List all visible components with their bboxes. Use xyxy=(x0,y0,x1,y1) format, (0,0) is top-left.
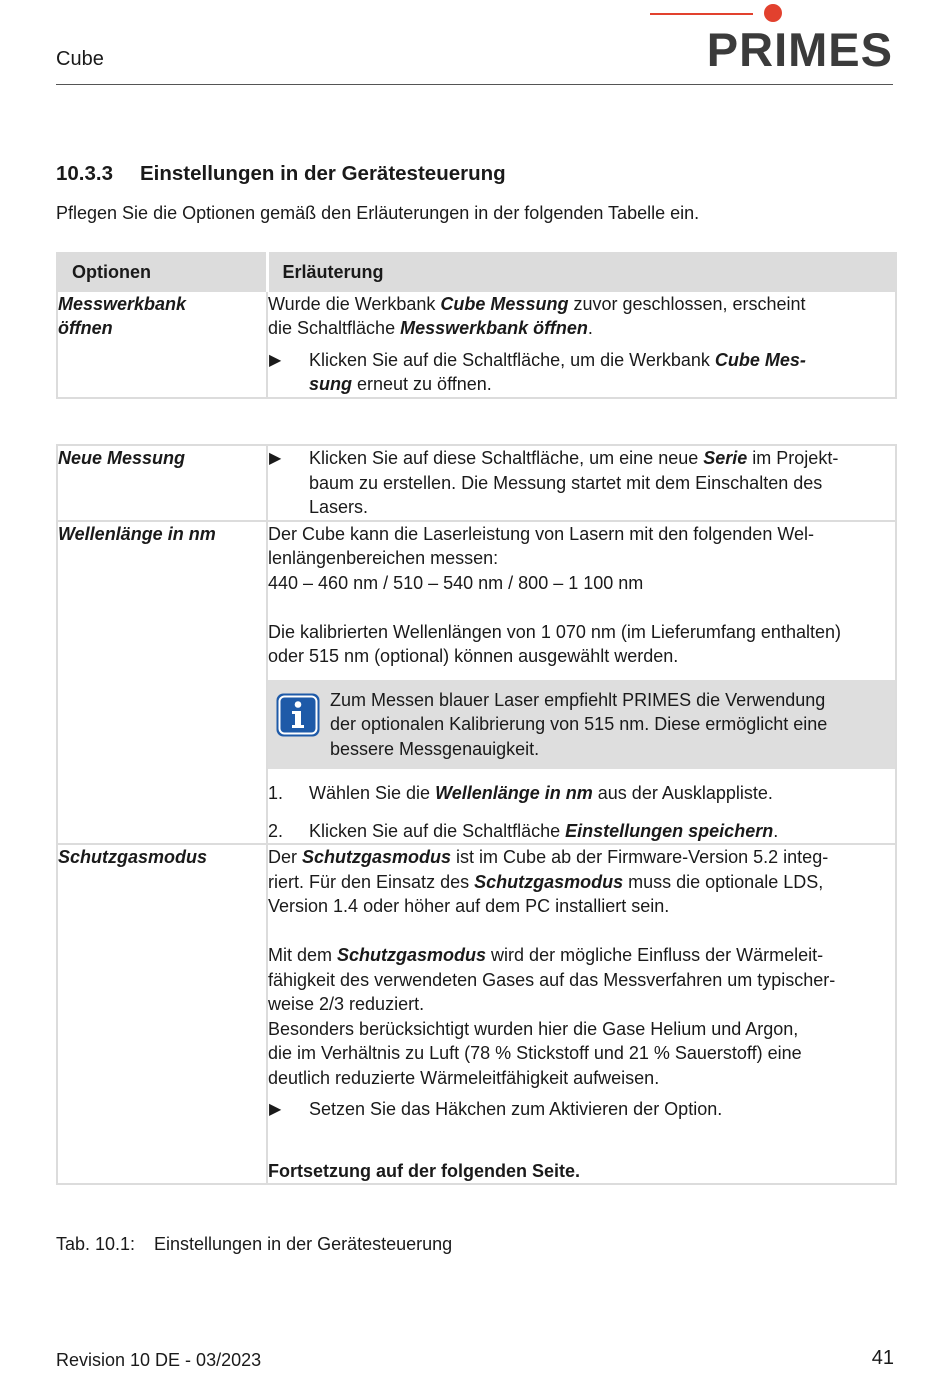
triangle-bullet-icon: ▶ xyxy=(269,450,282,467)
primes-logo xyxy=(648,4,893,74)
section-number: 10.3.3 xyxy=(56,162,113,185)
logo-text: PRIMES xyxy=(706,23,893,76)
table-row xyxy=(57,844,896,1184)
option-name-neue-messung: Neue Messung xyxy=(57,445,267,521)
info-note: Zum Messen blauer Laser empfiehlt PRIMES die Verwendung der optionalen Kalibrierung von 515 nm. Diese ermöglicht eine bessere Messgenauigkeit. xyxy=(268,680,895,770)
table-caption xyxy=(56,1234,452,1255)
option-name-wellenlaenge: Wellenlänge in nm xyxy=(57,521,267,845)
option-desc-schutzgasmodus: Der Schutzgasmodus ist im Cube ab der Firmware-Version 5.2 integ- riert. Für den Einsatz des Schutzgasmodus muss die optionale LDS, Version 1.4 oder höher auf dem PC installiert sein. Mit dem Schutzgasmodus wird der mögliche Einfluss der Wärmeleit- fähigkeit des verwendeten Gases auf das Messverfahren um typischer- weise 2/3 reduziert. Besonders berücksichtigt wurden hier die Gase Helium und Argon, die im Verhältnis zu Luft (78 % Stickstoff und 21 % Sauerstoff) eine deutlich reduzierte Wärmeleitfähigkeit aufweisen. ▶ Setzen Sie das Häkchen zum Aktivieren der Option. Fortsetzung auf der folgenden Seite. xyxy=(267,844,896,1184)
options-table-1 xyxy=(56,252,897,399)
table-row xyxy=(57,521,896,845)
logo-dot xyxy=(764,4,782,22)
section-title: Einstellungen in der Gerätesteuerung xyxy=(140,162,506,185)
section-heading xyxy=(56,162,506,186)
caption-text: Einstellungen in der Gerätesteuerung xyxy=(154,1234,453,1254)
info-icon xyxy=(275,692,321,738)
caption-label: Tab. 10.1: xyxy=(56,1234,136,1254)
triangle-bullet-icon: ▶ xyxy=(269,351,282,369)
header-rule xyxy=(56,84,893,85)
option-name-schutzgasmodus: Schutzgasmodus xyxy=(57,844,267,1184)
option-name-messwerkbank: Messwerkbank öffnen xyxy=(57,291,267,398)
header-explanation: Erläuterung xyxy=(267,253,896,291)
running-header: Cube xyxy=(56,48,104,70)
table-row xyxy=(57,445,896,521)
header-options: Optionen xyxy=(57,253,267,291)
table-header-row xyxy=(57,253,896,291)
option-desc-neue-messung xyxy=(267,445,896,521)
options-table-2 xyxy=(56,444,897,1185)
intro-text: Pflegen Sie die Optionen gemäß den Erläuterungen in der folgenden Tabelle ein. xyxy=(56,203,700,223)
instruction-bullet: ▶ Klicken Sie auf die Schaltfläche, um die Werkbank Cube Mes- sung erneut zu öffnen. xyxy=(269,349,806,394)
option-desc-wellenlaenge: Der Cube kann die Laserleistung von Lasern mit den folgenden Wel- lenlängenbereichen messen: 440 – 460 nm / 510 – 540 nm / 800 – 1 100 nm Die kalibrierten Wellenlängen von 1 070 nm (im Lieferumfang enthalten) oder 515 nm (optional) können ausgewählt werden. Zum Messen blauer Laser empfiehlt PRIMES die Verwendung der optionalen Kalibrierung von 515 nm. Diese ermöglicht eine bessere Messgenauigkeit. 1. Wählen Sie die Wellenlänge in nm aus der Ausklappliste. 2. Klicken Sie auf die Schaltfläche Einstellungen speichern. xyxy=(267,521,896,845)
instruction-bullet: ▶ Klicken Sie auf diese Schaltfläche, um eine neue Serie im Projekt- baum zu erstellen. Die Messung startet mit dem Einschalten des Lasers. xyxy=(269,448,839,517)
table-row xyxy=(57,291,896,398)
step-item: 2. Klicken Sie auf die Schaltfläche Einstellungen speichern. xyxy=(268,820,779,841)
page-number: 41 xyxy=(871,1347,894,1369)
option-desc-messwerkbank: Wurde die Werkbank Cube Messung zuvor geschlossen, erscheint die Schaltfläche Messwerkbank öffnen. ▶ Klicken Sie auf die Schaltfläche, um die Werkbank Cube Mes- sung erneut zu öffnen. xyxy=(267,291,896,398)
step-item: 1. Wählen Sie die Wellenlänge in nm aus der Ausklappliste. xyxy=(268,783,773,803)
footer-revision: Revision 10 DE - 03/2023 xyxy=(56,1350,262,1370)
logo-line xyxy=(650,13,753,15)
triangle-bullet-icon: ▶ xyxy=(269,1101,282,1118)
continued-note: Fortsetzung auf der folgenden Seite. xyxy=(268,1160,581,1181)
instruction-bullet: ▶ Setzen Sie das Häkchen zum Aktivieren der Option. xyxy=(268,1097,895,1122)
